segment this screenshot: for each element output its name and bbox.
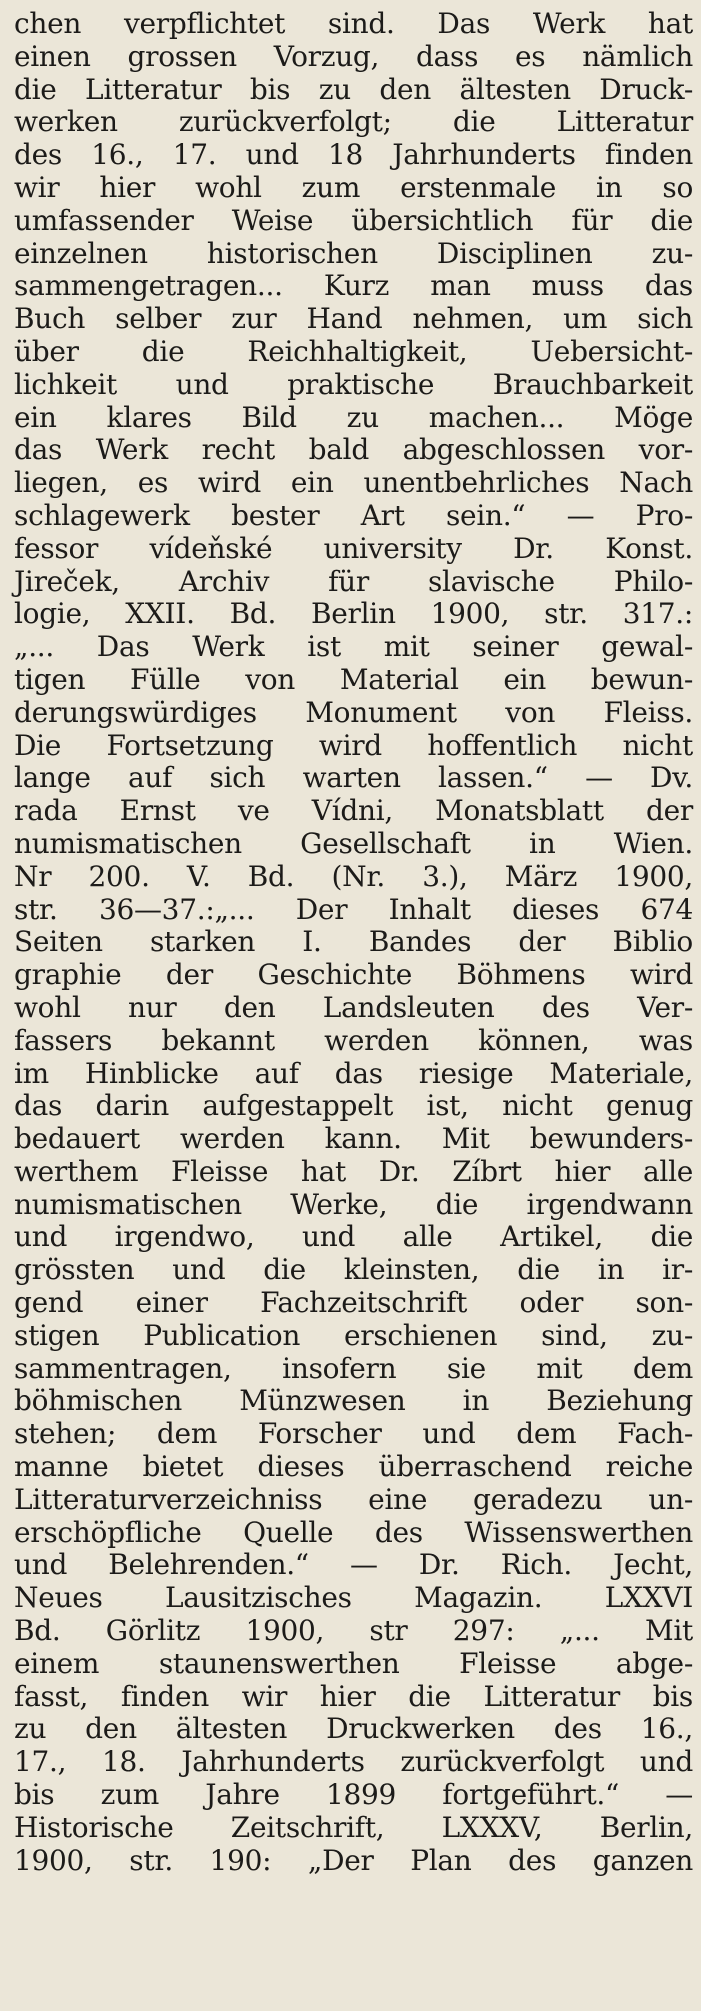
text-line: numismatischen Werke, die irgendwann <box>14 1187 693 1221</box>
text-line: die Litteratur bis zu den ältesten Druck- <box>14 72 693 106</box>
text-line: grössten und die kleinsten, die in ir- <box>14 1253 693 1287</box>
text-line: Neues Lausitzisches Magazin. LXXVI <box>14 1581 693 1615</box>
text-line: zu den ältesten Druckwerken des 16., <box>14 1712 693 1746</box>
text-line: chen verpflichtet sind. Das Werk hat <box>14 7 693 40</box>
text-line: bedauert werden kann. Mit bewunders- <box>14 1122 693 1156</box>
text-line: Buch selber zur Hand nehmen, um sich <box>14 302 693 336</box>
text-line: „... Das Werk ist mit seiner gewal- <box>14 630 693 664</box>
text-line: fasst, finden wir hier die Litteratur bis <box>14 1679 693 1713</box>
text-line: das darin aufgestappelt ist, nicht genug <box>14 1089 693 1123</box>
text-line: manne bietet dieses überraschend reiche <box>14 1450 693 1484</box>
text-line: gend einer Fachzeitschrift oder son- <box>14 1286 693 1320</box>
text-line: im Hinblicke auf das riesige Materiale, <box>14 1056 693 1090</box>
text-line: bis zum Jahre 1899 fortgeführt.“ — <box>14 1778 693 1812</box>
text-line: ein klares Bild zu machen... Möge <box>14 400 693 434</box>
text-line: logie, XXII. Bd. Berlin 1900, str. 317.: <box>14 597 693 631</box>
text-line: wohl nur den Landsleuten des Ver- <box>14 990 693 1024</box>
text-line: einem staunenswerthen Fleisse abge- <box>14 1646 693 1680</box>
text-line: und irgendwo, und alle Artikel, die <box>14 1220 693 1254</box>
text-line: Historische Zeitschrift, LXXXV, Berlin, <box>14 1810 693 1844</box>
text-line: böhmischen Münzwesen in Beziehung <box>14 1384 693 1418</box>
text-line: 1900, str. 190: „Der Plan des ganzen <box>14 1843 693 1877</box>
text-line: werthem Fleisse hat Dr. Zíbrt hier alle <box>14 1154 693 1188</box>
text-line: tigen Fülle von Material ein bewun- <box>14 662 693 696</box>
text-line: stigen Publication erschienen sind, zu- <box>14 1318 693 1352</box>
text-line: stehen; dem Forscher und dem Fach- <box>14 1417 693 1451</box>
text-line: graphie der Geschichte Böhmens wird <box>14 958 693 992</box>
text-line: und Belehrenden.“ — Dr. Rich. Jecht, <box>14 1548 693 1582</box>
text-line: sammengetragen... Kurz man muss das <box>14 269 693 303</box>
text-line: Litteraturverzeichniss eine geradezu un- <box>14 1482 693 1516</box>
text-line: schlagewerk bester Art sein.“ — Pro- <box>14 498 693 532</box>
text-line: fassers bekannt werden können, was <box>14 1023 693 1057</box>
text-line: rada Ernst ve Vídni, Monatsblatt der <box>14 794 693 828</box>
text-line: fessor vídeňské university Dr. Konst. <box>14 531 693 565</box>
text-line: liegen, es wird ein unentbehrliches Nach <box>14 466 693 500</box>
text-line: einen grossen Vorzug, dass es nämlich <box>14 39 693 73</box>
text-line: Bd. Görlitz 1900, str 297: „... Mit <box>14 1614 693 1648</box>
text-line: derungswürdiges Monument von Fleiss. <box>14 695 693 729</box>
text-line: lange auf sich warten lassen.“ — Dv. <box>14 761 693 795</box>
text-line: Jireček, Archiv für slavische Philo- <box>14 564 693 598</box>
document-text-column <box>14 8 693 1877</box>
text-line: einzelnen historischen Disciplinen zu- <box>14 236 693 270</box>
text-line: wir hier wohl zum erstenmale in so <box>14 170 693 204</box>
text-line: über die Reichhaltigkeit, Uebersicht- <box>14 334 693 368</box>
text-line: 17., 18. Jahrhunderts zurückverfolgt und <box>14 1745 693 1779</box>
text-line: str. 36—37.:„... Der Inhalt dieses 674 <box>14 892 693 926</box>
text-line: des 16., 17. und 18 Jahrhunderts finden <box>14 138 693 172</box>
text-line: erschöpfliche Quelle des Wissenswerthen <box>14 1515 693 1549</box>
text-line: das Werk recht bald abgeschlossen vor- <box>14 433 693 467</box>
text-line: werken zurückverfolgt; die Litteratur <box>14 105 693 139</box>
text-line: Seiten starken I. Bandes der Biblio <box>14 925 693 959</box>
text-line: Die Fortsetzung wird hoffentlich nicht <box>14 728 693 762</box>
text-line: Nr 200. V. Bd. (Nr. 3.), März 1900, <box>14 859 693 893</box>
text-line: sammentragen, insofern sie mit dem <box>14 1351 693 1385</box>
text-line: numismatischen Gesellschaft in Wien. <box>14 826 693 860</box>
text-line: lichkeit und praktische Brauchbarkeit <box>14 367 693 401</box>
text-line: umfassender Weise übersichtlich für die <box>14 203 693 237</box>
